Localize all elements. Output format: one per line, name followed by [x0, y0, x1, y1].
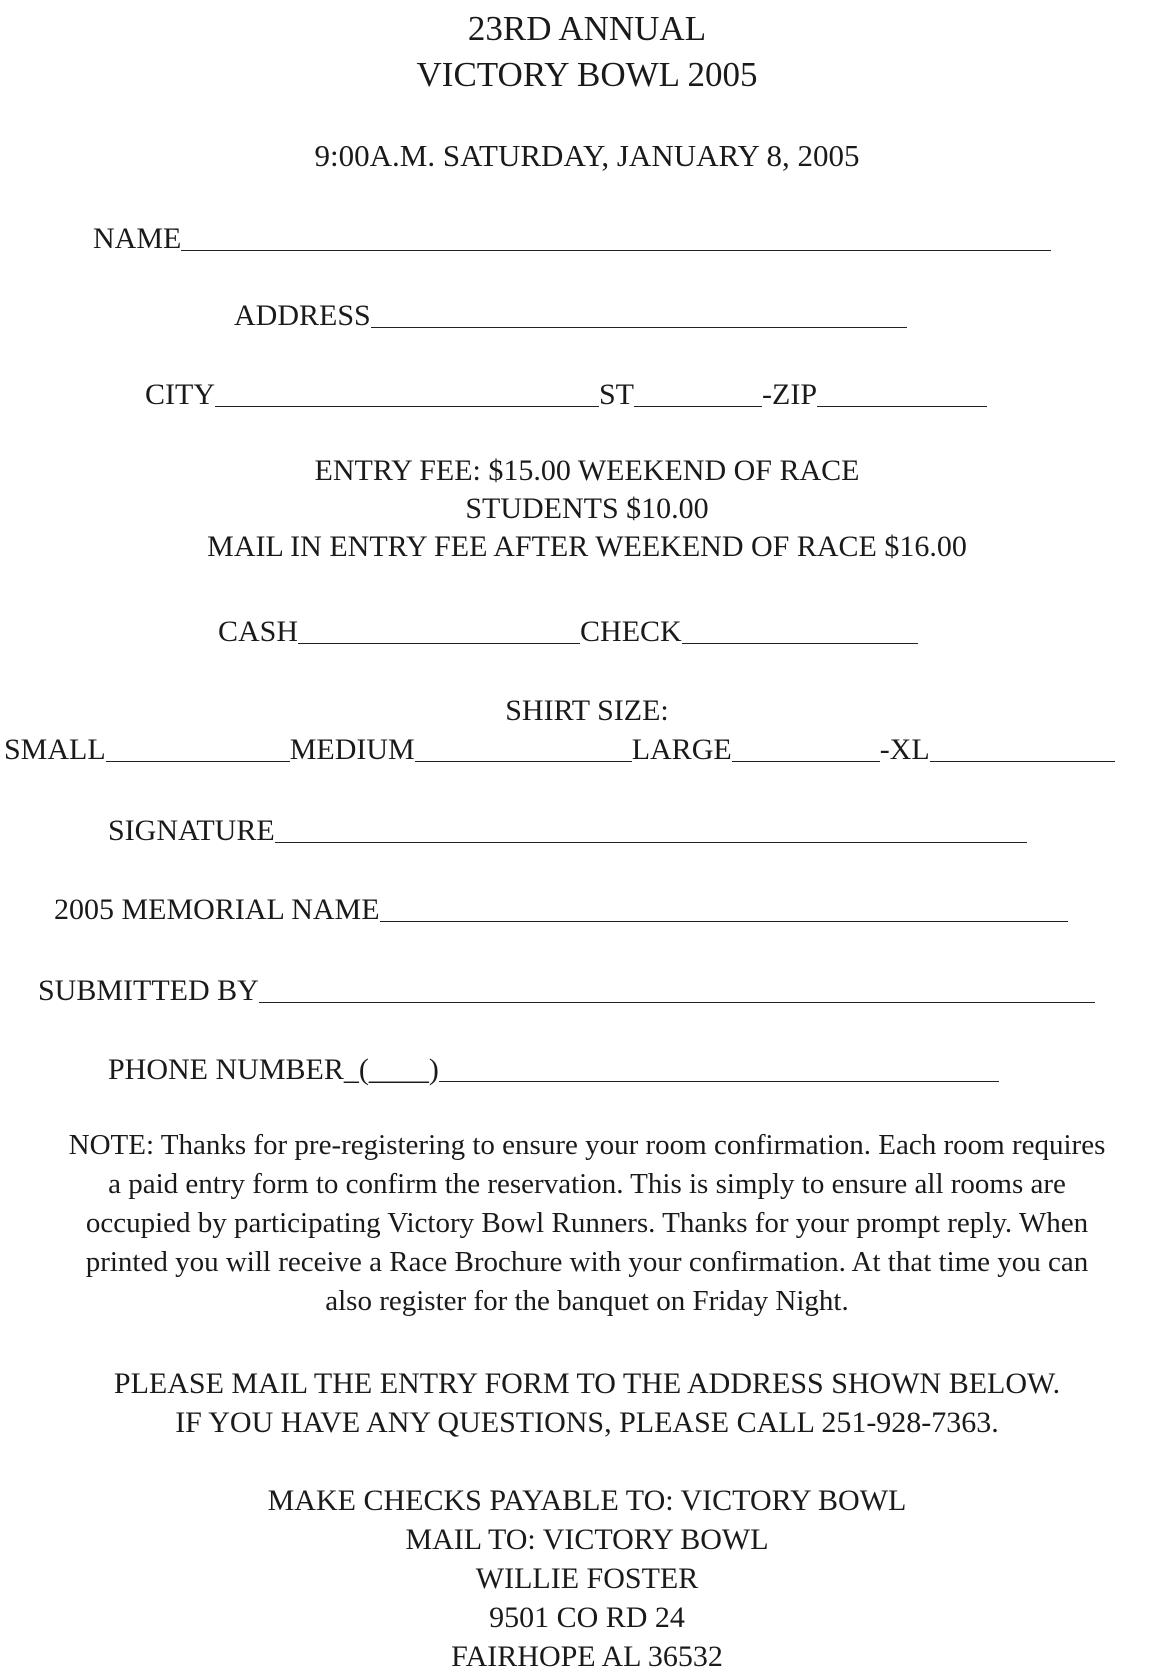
- city-state-zip: FAIRHOPE AL 36532: [451, 1640, 723, 1673]
- check-field[interactable]: [682, 642, 918, 644]
- note-line-4: printed you will receive a Race Brochure with your confirmation. At that time you can: [85, 1246, 1089, 1278]
- memorial-name-field[interactable]: [380, 920, 1068, 922]
- payable-to: MAKE CHECKS PAYABLE TO: VICTORY BOWL: [267, 1484, 907, 1517]
- name-row: [93, 222, 1051, 256]
- city-label: CITY: [145, 378, 215, 411]
- small-label: SMALL: [4, 733, 106, 766]
- registration-note: [0, 1126, 1174, 1321]
- shirt-size-heading: SHIRT SIZE:: [505, 694, 669, 727]
- submitted-by-field[interactable]: [259, 1001, 1095, 1003]
- note-line-1: NOTE: Thanks for pre-registering to ensure your room confirmation. Each room requires: [68, 1129, 1106, 1161]
- title-line-annual: 23RD ANNUAL: [467, 9, 707, 48]
- cash-label: CASH: [218, 615, 299, 648]
- submitted-by-row: [38, 974, 1095, 1008]
- address-label: ADDRESS: [234, 299, 371, 332]
- city-state-zip-row: [145, 378, 987, 412]
- small-field[interactable]: [106, 760, 290, 762]
- state-field[interactable]: [634, 405, 762, 407]
- submitted-by-label: SUBMITTED BY: [38, 974, 259, 1007]
- phone-number-label: PHONE NUMBER_(____): [108, 1053, 439, 1086]
- signature-label: SIGNATURE: [108, 814, 275, 847]
- mailing-line-2: IF YOU HAVE ANY QUESTIONS, PLEASE CALL 251-928-7363.: [175, 1406, 999, 1439]
- mailing-address: [0, 1481, 1174, 1676]
- zip-label: -ZIP: [762, 378, 818, 411]
- title-line-event: VICTORY BOWL 2005: [416, 55, 758, 94]
- zip-field[interactable]: [817, 405, 987, 407]
- fee-weekend: ENTRY FEE: $15.00 WEEKEND OF RACE: [314, 454, 860, 487]
- mailing-instructions: [0, 1364, 1174, 1442]
- address-row: [234, 299, 907, 333]
- payment-row: [218, 615, 918, 649]
- note-line-5: also register for the banquet on Friday Night.: [325, 1285, 849, 1317]
- city-field[interactable]: [215, 405, 599, 407]
- name-field[interactable]: [181, 249, 1051, 251]
- street-address: 9501 CO RD 24: [489, 1601, 685, 1634]
- check-label: CHECK: [580, 615, 682, 648]
- medium-label: MEDIUM: [289, 733, 415, 766]
- name-label: NAME: [93, 222, 182, 255]
- signature-field[interactable]: [275, 841, 1027, 843]
- note-line-3: occupied by participating Victory Bowl Runners. Thanks for your prompt reply. When: [85, 1207, 1089, 1239]
- event-title: [0, 6, 1174, 98]
- shirt-size-row: [4, 733, 1115, 767]
- fee-students: STUDENTS $10.00: [465, 492, 709, 525]
- event-datetime: 9:00A.M. SATURDAY, JANUARY 8, 2005: [314, 138, 860, 173]
- large-field[interactable]: [732, 760, 880, 762]
- phone-number-field[interactable]: [439, 1080, 999, 1082]
- note-line-2: a paid entry form to confirm the reservation. This is simply to ensure all rooms are: [108, 1168, 1066, 1200]
- memorial-name-label: 2005 MEMORIAL NAME: [54, 893, 380, 926]
- mailing-line-1: PLEASE MAIL THE ENTRY FORM TO THE ADDRESS SHOWN BELOW.: [113, 1367, 1061, 1400]
- cash-field[interactable]: [298, 642, 580, 644]
- xl-label: -XL: [879, 733, 930, 766]
- large-label: LARGE: [631, 733, 732, 766]
- phone-number-row: [108, 1053, 999, 1087]
- xl-field[interactable]: [930, 760, 1115, 762]
- state-label: ST: [599, 378, 635, 411]
- memorial-name-row: [54, 893, 1068, 927]
- medium-field[interactable]: [415, 760, 632, 762]
- mail-to: MAIL TO: VICTORY BOWL: [405, 1523, 769, 1556]
- fee-mail-in: MAIL IN ENTRY FEE AFTER WEEKEND OF RACE $16.00: [207, 530, 967, 563]
- signature-row: [108, 814, 1027, 848]
- entry-fees: [0, 452, 1174, 566]
- contact-name: WILLIE FOSTER: [475, 1562, 699, 1595]
- address-field[interactable]: [371, 326, 907, 328]
